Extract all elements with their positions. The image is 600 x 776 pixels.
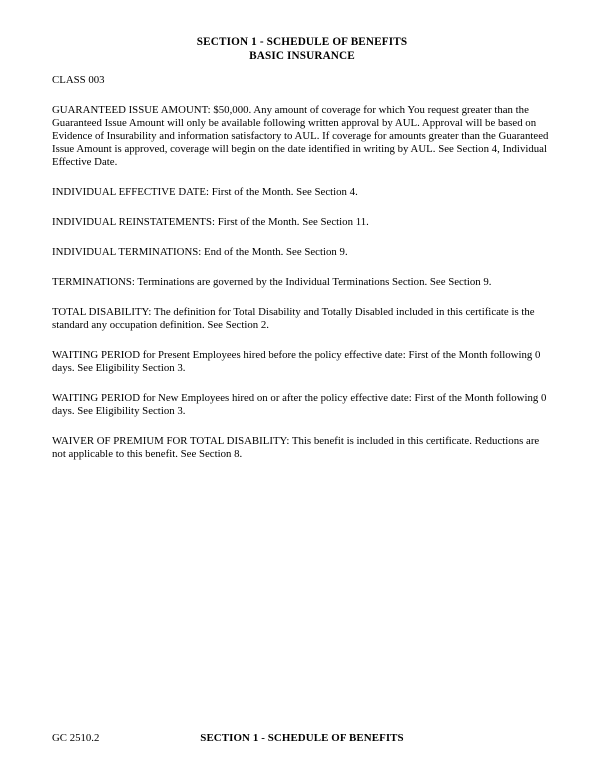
document-body: [52, 74, 553, 462]
paragraph-guaranteed-issue-amount: GUARANTEED ISSUE AMOUNT: $50,000. Any amount of coverage for which You request greater than the Guaranteed Issue Amount will only be available following written approval by AUL. Approval will be based on Evidence of Insurability and information satisfactory to AUL. If coverage for amounts greater than the Guaranteed Issue Amount is approved, coverage will begin on the date identified in writing by AUL. See Section 4, Individual Effective Date.: [52, 103, 549, 169]
footer-section-title: SECTION 1 - SCHEDULE OF BENEFITS: [200, 732, 404, 744]
paragraph-waiver-of-premium: WAIVER OF PREMIUM FOR TOTAL DISABILITY: This benefit is included in this certificate. Reductions are not applicable to this benefit. See Section 8.: [52, 435, 540, 461]
paragraph-waiting-period-new-employees: WAITING PERIOD for New Employees hired on or after the policy effective date: First of the Month following 0 days. See Eligibility Section 3.: [52, 392, 547, 418]
document-footer: [52, 732, 552, 748]
header-title-secondary: BASIC INSURANCE: [249, 49, 355, 62]
paragraph-individual-reinstatements: INDIVIDUAL REINSTATEMENTS: First of the Month. See Section 11.: [52, 216, 369, 229]
paragraph-individual-effective-date: INDIVIDUAL EFFECTIVE DATE: First of the Month. See Section 4.: [52, 186, 358, 199]
header-title-primary: SECTION 1 - SCHEDULE OF BENEFITS: [196, 36, 408, 48]
paragraph-individual-terminations: INDIVIDUAL TERMINATIONS: End of the Month. See Section 9.: [52, 246, 348, 259]
paragraph-terminations: TERMINATIONS: Terminations are governed by the Individual Terminations Section. See Section 9.: [52, 275, 492, 288]
document-header: [52, 36, 552, 63]
footer-form-code: GC 2510.2: [52, 732, 100, 744]
paragraph-total-disability: TOTAL DISABILITY: The definition for Total Disability and Totally Disabled included in this certificate is the standard any occupation definition. See Section 2.: [52, 305, 535, 332]
paragraph-waiting-period-present-employees: WAITING PERIOD for Present Employees hired before the policy effective date: First of the Month following 0 days. See Eligibility Section 3.: [52, 348, 541, 375]
class-label: CLASS 003: [52, 74, 105, 86]
